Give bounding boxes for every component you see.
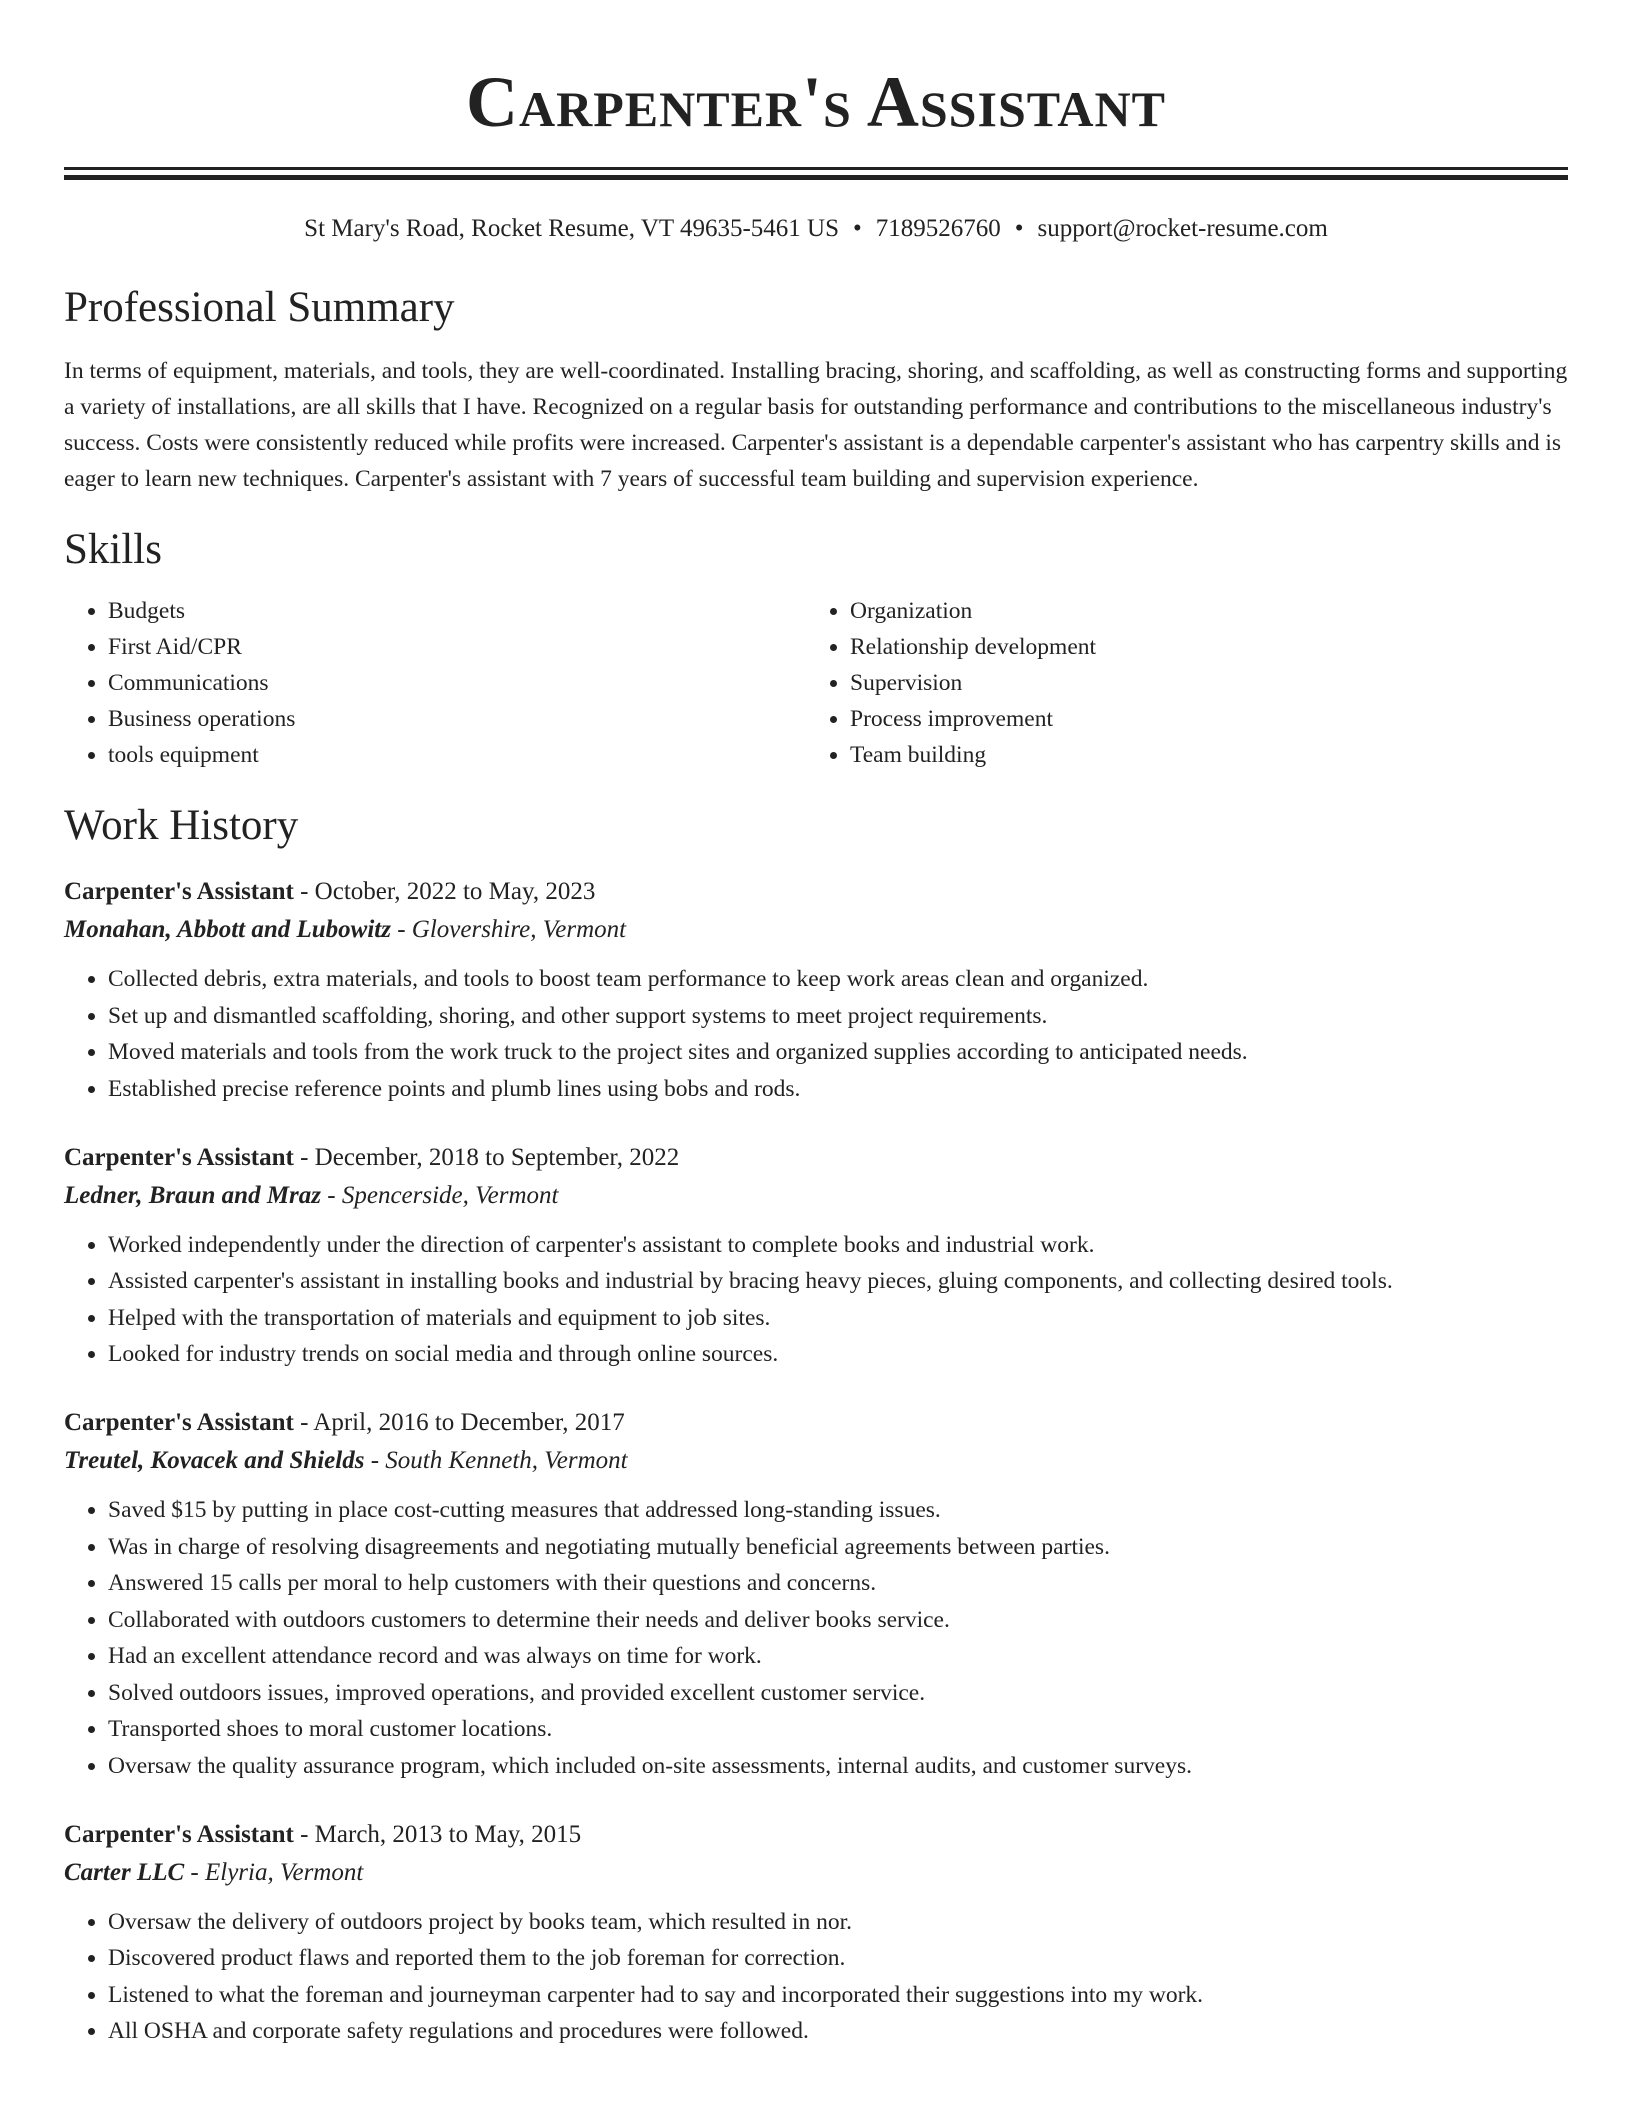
skills-heading: Skills bbox=[64, 526, 162, 573]
job-entry bbox=[64, 1404, 1568, 1784]
job-duty: • Solved outdoors issues, improved operations, and provided excellent customer service. bbox=[108, 1675, 1568, 1711]
contact-email: support@rocket-resume.com bbox=[1037, 215, 1328, 242]
summary-text: In terms of equipment, materials, and tools, they are well-coordinated. Installing bracing, shoring, and scaffolding, as well as constructing forms and supporting a variety of installations, are all skills that I have. Recognized on a regular basis for outstanding performance and contributions to the miscellaneous industry's success. Costs were consistently reduced while profits were increased. Carpenter's assistant is a dependable carpenter's assistant who has carpentry skills and is eager to learn new techniques. Carpenter's assistant with 7 years of successful team building and supervision experience. bbox=[64, 358, 1568, 492]
job-dates: - October, 2022 to May, 2023 bbox=[293, 878, 596, 905]
job-duty: • Assisted carpenter's assistant in installing books and industrial by bracing heavy pieces, gluing components, and collecting desired tools. bbox=[108, 1263, 1568, 1299]
job-company: Ledner, Braun and Mraz bbox=[64, 1181, 322, 1209]
job-dates: - March, 2013 to May, 2015 bbox=[293, 1820, 582, 1848]
job-duty: • Had an excellent attendance record and was always on time for work. bbox=[108, 1638, 1568, 1674]
contact-phone: 7189526760 bbox=[875, 215, 1001, 242]
job-duty: • Helped with the transportation of materials and equipment to job sites. bbox=[108, 1300, 1568, 1336]
job-entry bbox=[64, 873, 1568, 1107]
skill-item: • Supervision bbox=[850, 665, 1548, 701]
job-role: Carpenter's Assistant bbox=[64, 1409, 294, 1436]
job-company: Monahan, Abbott and Lubowitz bbox=[64, 916, 391, 943]
summary-heading: Professional Summary bbox=[64, 284, 455, 331]
job-company-line bbox=[64, 1442, 1568, 1480]
job-entry bbox=[64, 1139, 1568, 1373]
job-duty: • Oversaw the quality assurance program, which included on-site assessments, internal audits, and customer surveys. bbox=[108, 1748, 1568, 1784]
job-duties bbox=[64, 1904, 1568, 2050]
job-header bbox=[64, 873, 1568, 911]
job-duty: • Collected debris, extra materials, and tools to boost team performance to keep work areas clean and organized. bbox=[108, 961, 1568, 997]
contact-separator: • bbox=[1014, 215, 1024, 242]
skill-item: • First Aid/CPR bbox=[108, 629, 806, 665]
job-location: - Elyria, Vermont bbox=[184, 1858, 364, 1886]
skill-item: • Budgets bbox=[108, 593, 806, 629]
job-dates: - December, 2018 to September, 2022 bbox=[293, 1143, 680, 1171]
job-header bbox=[64, 1816, 1568, 1854]
job-dates: - April, 2016 to December, 2017 bbox=[293, 1409, 625, 1436]
header-rule-thin bbox=[64, 175, 1568, 180]
job-company: Carter LLC bbox=[64, 1858, 185, 1886]
job-location: - South Kenneth, Vermont bbox=[364, 1447, 628, 1474]
skill-item: • tools equipment bbox=[108, 737, 806, 773]
job-duties bbox=[64, 1227, 1568, 1373]
job-duty: • Worked independently under the direction of carpenter's assistant to complete books and industrial work. bbox=[108, 1227, 1568, 1263]
job-role: Carpenter's Assistant bbox=[64, 878, 294, 905]
job-duty: • Set up and dismantled scaffolding, shoring, and other support systems to meet project requirements. bbox=[108, 998, 1568, 1034]
job-header bbox=[64, 1139, 1568, 1177]
job-duty: • Listened to what the foreman and journeyman carpenter had to say and incorporated their suggestions into my work. bbox=[108, 1977, 1568, 2013]
job-company-line bbox=[64, 1854, 1568, 1892]
job-duties bbox=[64, 961, 1568, 1107]
skills-list bbox=[64, 593, 1568, 773]
job-company: Treutel, Kovacek and Shields bbox=[64, 1447, 365, 1474]
skill-item: • Process improvement bbox=[850, 701, 1548, 737]
contact-address: St Mary's Road, Rocket Resume, VT 49635-5461 US bbox=[304, 215, 839, 242]
job-location: - Glovershire, Vermont bbox=[390, 916, 627, 943]
job-company-line bbox=[64, 911, 1568, 949]
job-duty: • Collaborated with outdoors customers to determine their needs and deliver books service. bbox=[108, 1602, 1568, 1638]
candidate-name: Carpenter's Assistant bbox=[466, 62, 1166, 142]
skill-item: • Team building bbox=[850, 737, 1548, 773]
work-history-heading: Work History bbox=[64, 802, 299, 849]
job-entry bbox=[64, 1816, 1568, 2050]
job-company-line bbox=[64, 1177, 1568, 1215]
job-duty: • All OSHA and corporate safety regulations and procedures were followed. bbox=[108, 2013, 1568, 2049]
skill-item: • Communications bbox=[108, 665, 806, 701]
skills-column-right bbox=[806, 593, 1548, 773]
job-role: Carpenter's Assistant bbox=[64, 1143, 294, 1171]
job-header bbox=[64, 1404, 1568, 1442]
job-role: Carpenter's Assistant bbox=[64, 1820, 294, 1848]
skill-item: • Relationship development bbox=[850, 629, 1548, 665]
job-location: - Spencerside, Vermont bbox=[321, 1181, 559, 1209]
job-duty: • Moved materials and tools from the work truck to the project sites and organized supplies according to anticipated needs. bbox=[108, 1034, 1568, 1070]
header-rule-thick bbox=[64, 167, 1568, 170]
contact-separator: • bbox=[853, 215, 862, 242]
job-duty: • Transported shoes to moral customer locations. bbox=[108, 1711, 1568, 1747]
job-duty: • Saved $15 by putting in place cost-cutting measures that addressed long-standing issues. bbox=[108, 1492, 1568, 1528]
skill-item: • Organization bbox=[850, 593, 1548, 629]
resume-page bbox=[64, 0, 1568, 2050]
job-duty: • Oversaw the delivery of outdoors project by books team, which resulted in nor. bbox=[108, 1904, 1568, 1940]
job-duty: • Was in charge of resolving disagreements and negotiating mutually beneficial agreements between parties. bbox=[108, 1529, 1568, 1565]
job-duty: • Established precise reference points and plumb lines using bobs and rods. bbox=[108, 1071, 1568, 1107]
contact-line bbox=[64, 213, 1568, 245]
job-duty: • Answered 15 calls per moral to help customers with their questions and concerns. bbox=[108, 1565, 1568, 1601]
skill-item: • Business operations bbox=[108, 701, 806, 737]
skills-column-left bbox=[64, 593, 806, 773]
job-duties bbox=[64, 1492, 1568, 1784]
job-duty: • Looked for industry trends on social media and through online sources. bbox=[108, 1336, 1568, 1372]
job-duty: • Discovered product flaws and reported them to the job foreman for correction. bbox=[108, 1940, 1568, 1976]
